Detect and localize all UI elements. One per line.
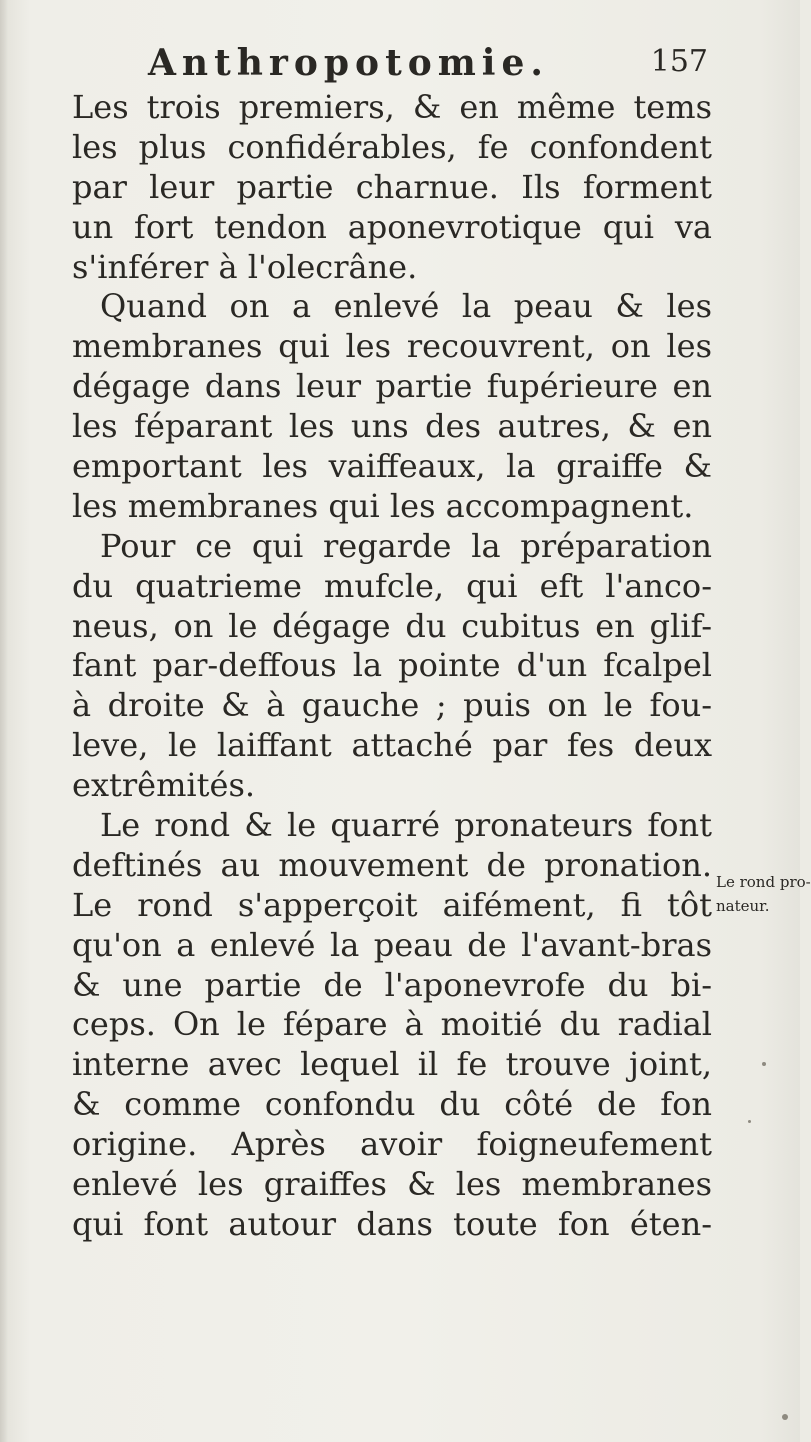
text-line: qui font autour dans toute fon éten- [72, 1204, 712, 1243]
text-line: deftinés au mouvement de pronation. [72, 845, 712, 884]
margin-note-line: nateur. [716, 897, 770, 915]
text-line: dégage dans leur partie fupérieure en [72, 367, 712, 406]
text-line: du quatrieme mufcle, qui eft l'anco- [72, 566, 712, 605]
margin-note-line: Le rond pro- [716, 873, 811, 891]
page-number: 157 [650, 44, 708, 79]
text-line: les féparant les uns des autres, & en [72, 407, 712, 446]
text-line: les membranes qui les accompagnent. [72, 486, 694, 525]
text-line: Pour ce qui regarde la préparation [100, 526, 712, 565]
text-line: les plus confidérables, fe confondent [72, 127, 712, 166]
text-line: à droite & à gauche ; puis on le fou- [72, 686, 712, 725]
page-gutter-shadow [0, 0, 8, 1442]
text-line: membranes qui les recouvrent, on les [72, 327, 712, 366]
text-line: emportant les vaiffeaux, la graiffe & [72, 447, 712, 486]
body-text [72, 88, 712, 1245]
text-line: & comme confondu du côté de fon [72, 1085, 712, 1124]
text-line: Le rond s'apperçoit aifément, fi tôt [72, 885, 712, 924]
text-line: neus, on le dégage du cubitus en glif- [72, 606, 712, 645]
text-line: Quand on a enlevé la peau & les [100, 287, 712, 326]
text-line: enlevé les graiffes & les membranes [72, 1165, 712, 1204]
text-line: ceps. On le fépare à moitié du radial [72, 1005, 712, 1044]
text-line: leve, le laiffant attaché par fes deux [72, 726, 712, 765]
text-line: origine. Après avoir foigneufement [72, 1125, 712, 1164]
text-line: extrêmités. [72, 766, 256, 805]
text-line: & une partie de l'aponevrofe du bi- [72, 965, 712, 1004]
text-line: un fort tendon aponevrotique qui va [72, 207, 712, 246]
paper-speck [782, 1414, 788, 1420]
running-title: Anthropotomie. [148, 42, 549, 84]
text-line: qu'on a enlevé la peau de l'avant-bras [72, 925, 712, 964]
text-line: fant par-deffous la pointe d'un fcalpel [72, 646, 712, 685]
text-line: par leur partie charnue. Ils forment [72, 167, 712, 206]
text-line: interne avec lequel il fe trouve joint, [72, 1045, 712, 1084]
page-header [148, 40, 708, 92]
text-line: s'inférer à l'olecrâne. [72, 247, 418, 286]
margin-note [716, 870, 811, 918]
paper-speck [748, 1120, 751, 1123]
text-line: Le rond & le quarré pronateurs font [100, 806, 712, 845]
text-line: Les trois premiers, & en même tems [72, 88, 712, 126]
paper-speck [762, 1062, 766, 1066]
